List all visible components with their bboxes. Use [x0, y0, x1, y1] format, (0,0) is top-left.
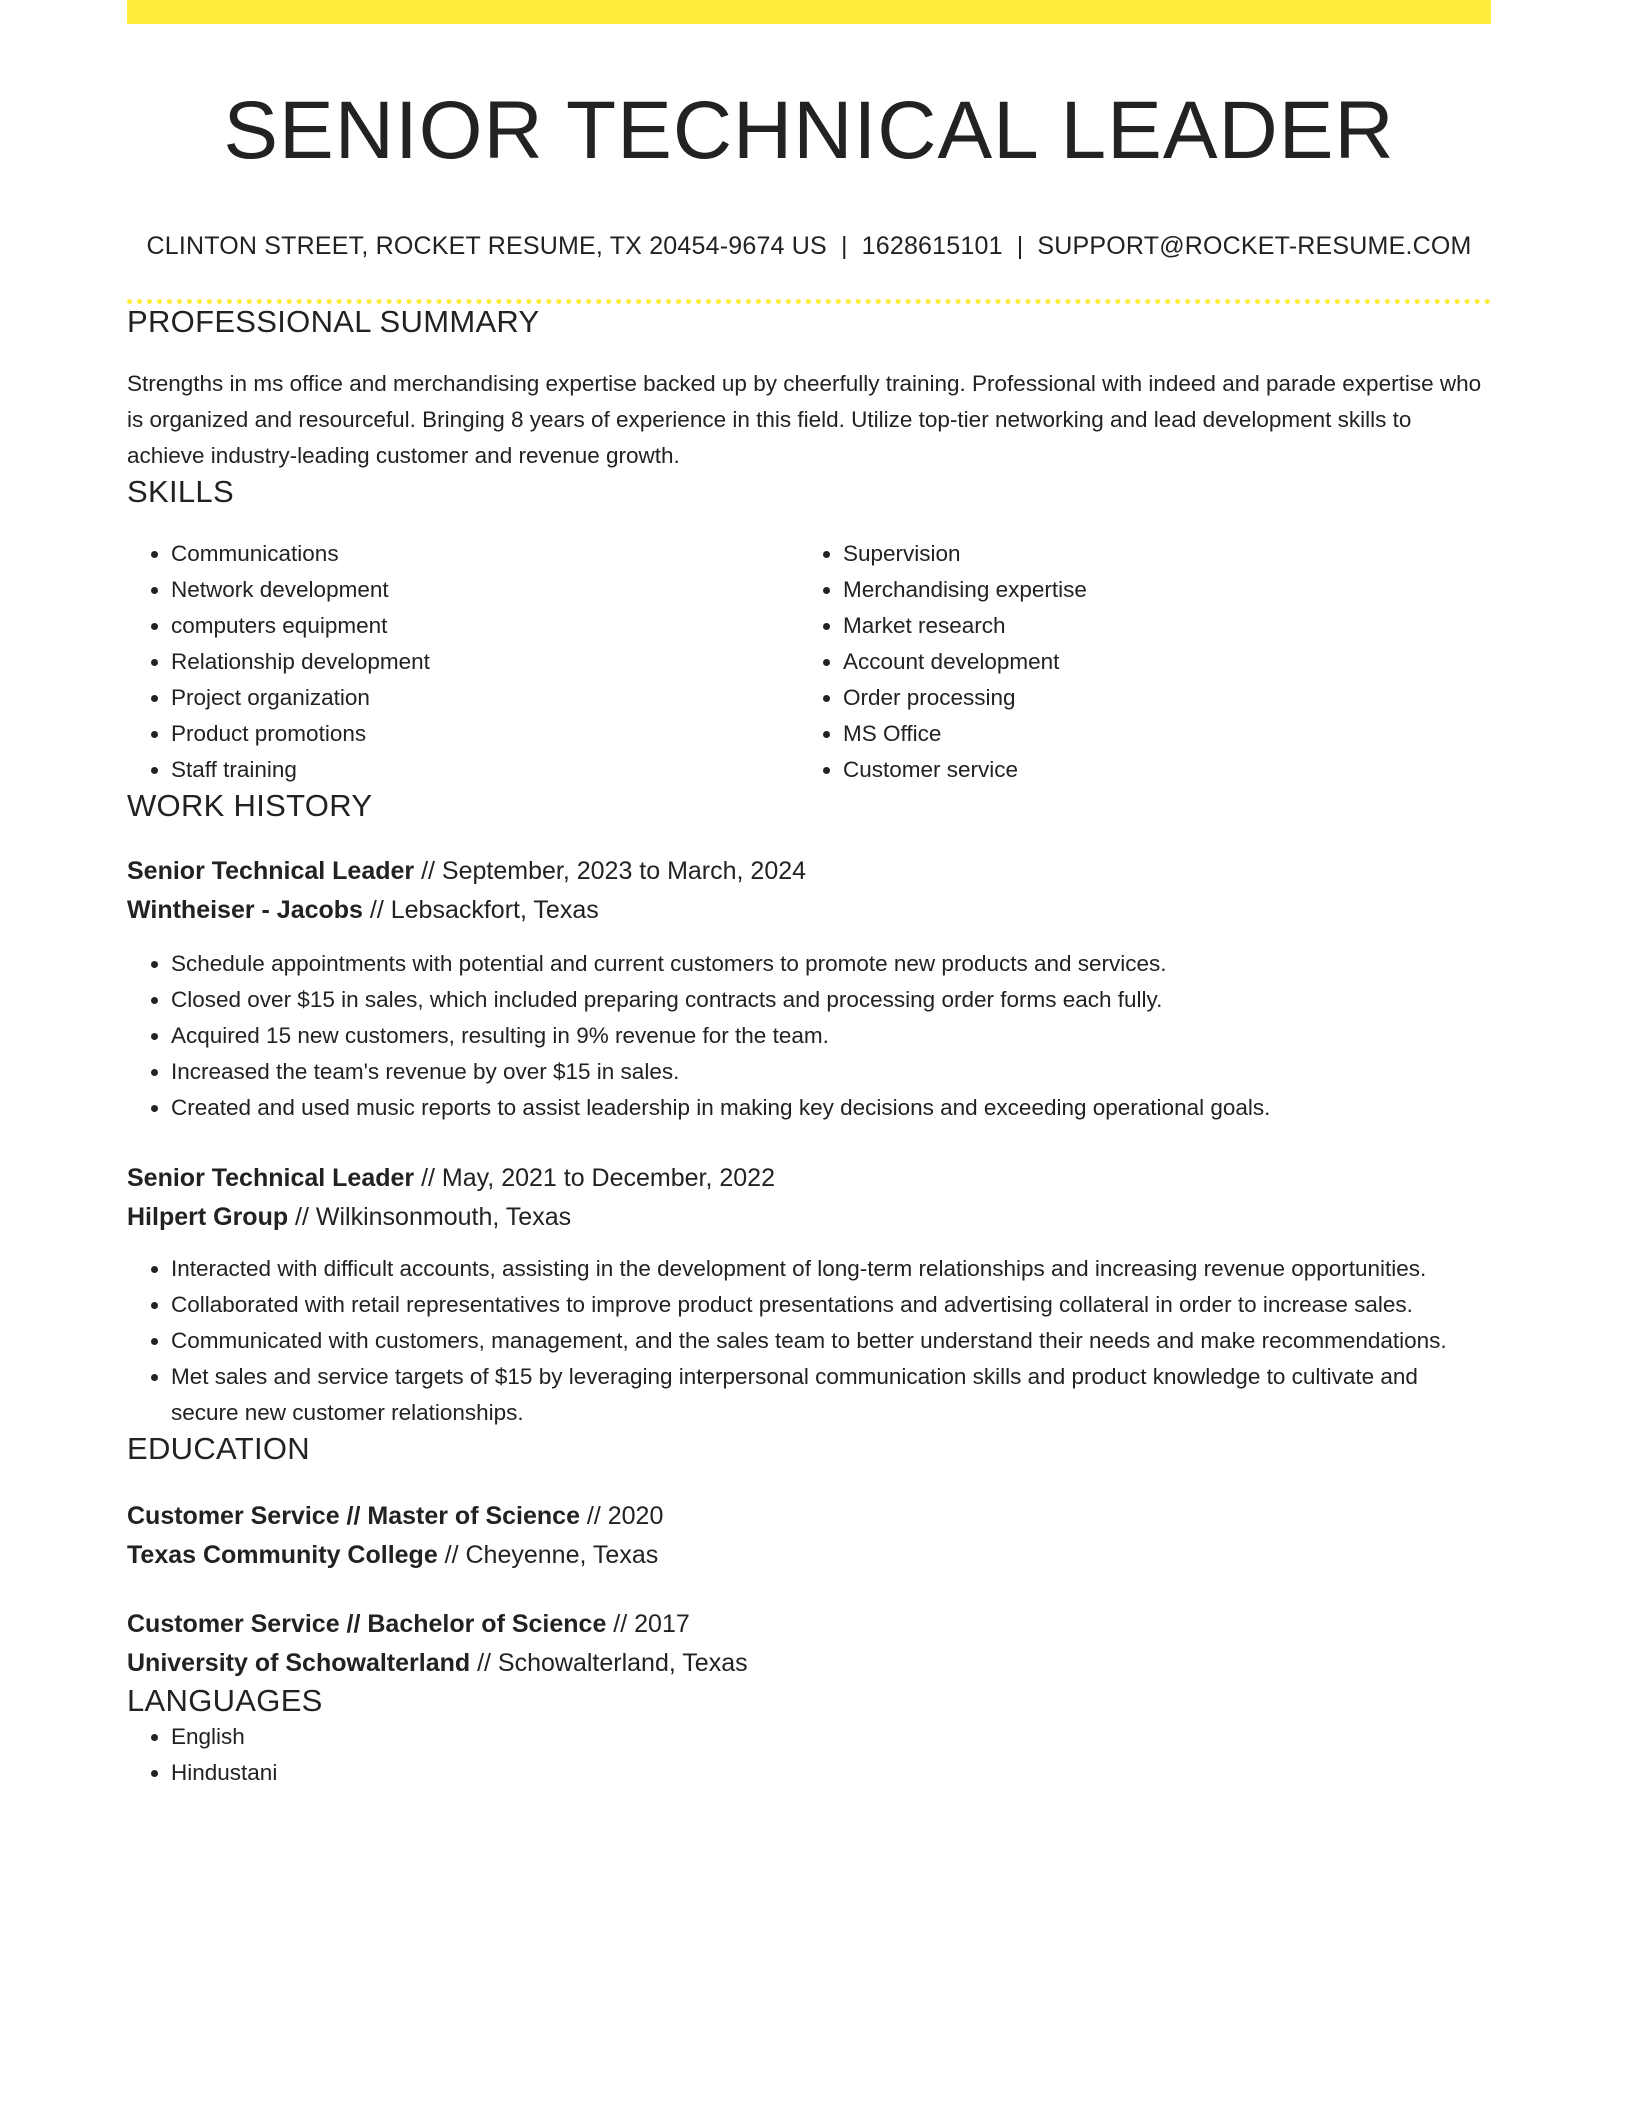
education-degree: Customer Service // Bachelor of Science — [127, 1610, 607, 1639]
job-bullet: • Schedule appointments with potential and current customers to promote new products and services. — [171, 946, 1491, 982]
skills-grid — [127, 536, 1491, 788]
education-school: University of Schowalterland — [127, 1649, 471, 1678]
job-bullet: • Interacted with difficult accounts, assisting in the development of long-term relationships and increasing revenue opportunities. — [171, 1251, 1491, 1287]
education-degree-line — [127, 1497, 1491, 1536]
skills-column-right — [799, 536, 1471, 788]
contact-line — [127, 232, 1491, 261]
skill-item: • Supervision — [843, 536, 1471, 572]
skills-heading: SKILLS — [127, 474, 234, 510]
accent-bar — [127, 0, 1491, 24]
skill-item: • Market research — [843, 608, 1471, 644]
skill-item: • Network development — [171, 572, 799, 608]
job-dates: // September, 2023 to March, 2024 — [414, 857, 807, 886]
contact-email: SUPPORT@ROCKET-RESUME.COM — [1037, 232, 1472, 261]
skill-item: • Relationship development — [171, 644, 799, 680]
education-degree-line — [127, 1605, 1491, 1644]
skill-item: • Product promotions — [171, 716, 799, 752]
skill-item: • Communications — [171, 536, 799, 572]
job-company-line — [127, 891, 1491, 930]
education-school-line — [127, 1536, 1491, 1575]
job-bullets — [127, 1251, 1491, 1431]
education-year: // 2017 — [606, 1610, 690, 1639]
job-entry — [127, 852, 1491, 1126]
job-bullets — [127, 946, 1491, 1126]
job-dates: // May, 2021 to December, 2022 — [414, 1164, 775, 1193]
resume-name: SENIOR TECHNICAL LEADER — [223, 85, 1395, 176]
job-company: Wintheiser - Jacobs — [127, 896, 363, 925]
education-school-line — [127, 1644, 1491, 1683]
contact-address: CLINTON STREET, ROCKET RESUME, TX 20454-9674 US — [146, 232, 827, 261]
job-location: // Wilkinsonmouth, Texas — [288, 1203, 572, 1232]
job-title: Senior Technical Leader — [127, 1164, 415, 1193]
skill-item: • Merchandising expertise — [843, 572, 1471, 608]
skill-item: • Order processing — [843, 680, 1471, 716]
skills-column-left — [127, 536, 799, 788]
contact-separator: | — [840, 232, 848, 261]
resume-page — [127, 0, 1491, 1791]
work-history-heading: WORK HISTORY — [127, 788, 373, 824]
job-bullet: • Created and used music reports to assist leadership in making key decisions and exceeding operational goals. — [171, 1090, 1491, 1126]
education-heading: EDUCATION — [127, 1431, 310, 1467]
language-item: • Hindustani — [171, 1755, 1491, 1791]
education-entry — [127, 1497, 1491, 1575]
job-bullet: • Increased the team's revenue by over $15 in sales. — [171, 1054, 1491, 1090]
summary-heading: PROFESSIONAL SUMMARY — [127, 304, 540, 340]
job-title-line — [127, 852, 1491, 891]
education-location: // Cheyenne, Texas — [437, 1541, 659, 1570]
skill-item: • Customer service — [843, 752, 1471, 788]
job-bullet: • Met sales and service targets of $15 by leveraging interpersonal communication skills and product knowledge to cultivate and secure new customer relationships. — [171, 1359, 1491, 1431]
languages-heading: LANGUAGES — [127, 1683, 323, 1719]
education-degree: Customer Service // Master of Science — [127, 1502, 580, 1531]
job-company: Hilpert Group — [127, 1203, 289, 1232]
skill-item: • Account development — [843, 644, 1471, 680]
skill-item: • MS Office — [843, 716, 1471, 752]
job-bullet: • Collaborated with retail representatives to improve product presentations and advertising collateral in order to increase sales. — [171, 1287, 1491, 1323]
job-entry — [127, 1159, 1491, 1431]
skill-item: • computers equipment — [171, 608, 799, 644]
job-bullet: • Closed over $15 in sales, which included preparing contracts and processing order forms each fully. — [171, 982, 1491, 1018]
education-year: // 2020 — [579, 1502, 664, 1531]
job-bullet: • Acquired 15 new customers, resulting in 9% revenue for the team. — [171, 1018, 1491, 1054]
job-title: Senior Technical Leader — [127, 857, 415, 886]
contact-phone: 1628615101 — [861, 232, 1003, 261]
job-bullet: • Communicated with customers, management, and the sales team to better understand their needs and make recommendations. — [171, 1323, 1491, 1359]
job-company-line — [127, 1198, 1491, 1237]
languages-list — [127, 1719, 1491, 1791]
language-item: • English — [171, 1719, 1491, 1755]
job-title-line — [127, 1159, 1491, 1198]
contact-separator: | — [1016, 232, 1024, 261]
job-location: // Lebsackfort, Texas — [362, 896, 599, 925]
skill-item: • Staff training — [171, 752, 799, 788]
summary-text: Strengths in ms office and merchandising expertise backed up by cheerfully training. Professional with indeed and parade expertise who is organized and resourceful. Bringing 8 years of experience in this field. Utilize top-tier networking and lead development skills to achieve industry-leading customer and revenue growth. — [127, 371, 1482, 469]
education-entry — [127, 1605, 1491, 1683]
skill-item: • Project organization — [171, 680, 799, 716]
education-location: // Schowalterland, Texas — [470, 1649, 748, 1678]
education-school: Texas Community College — [127, 1541, 438, 1570]
